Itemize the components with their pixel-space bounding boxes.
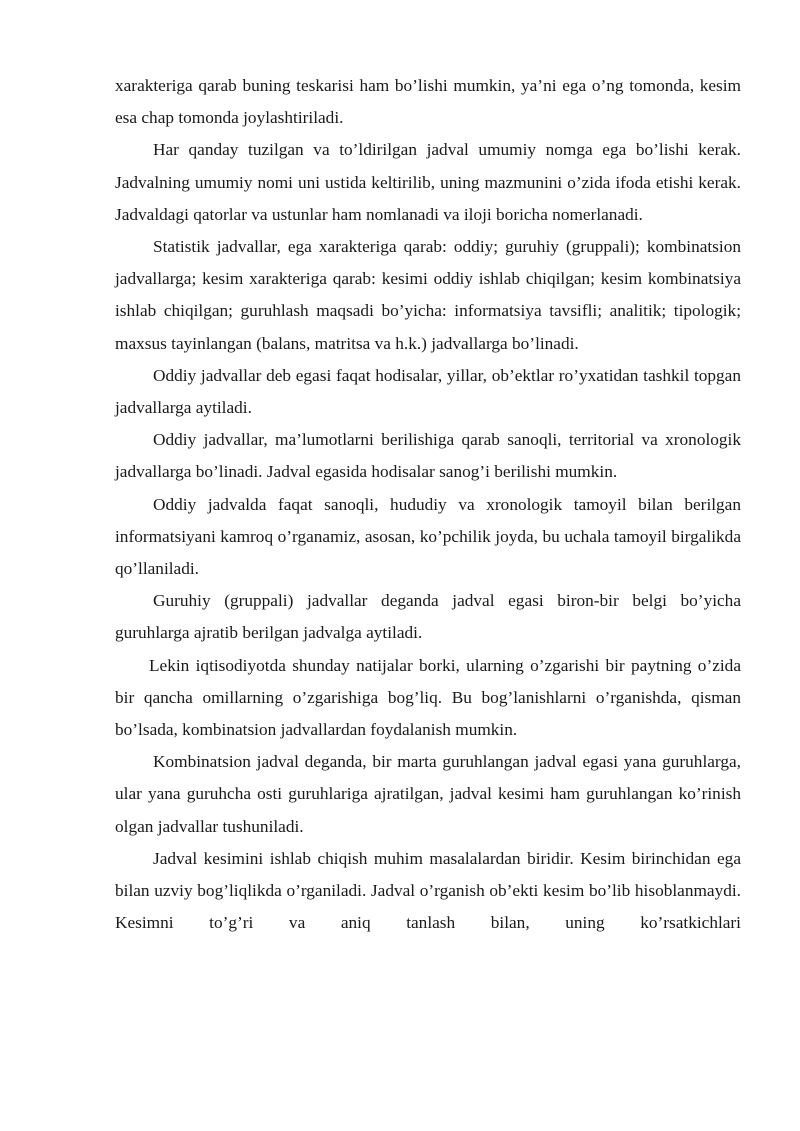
paragraph-economics-factors: Lekin iqtisodiyotda shunday natijalar borki, ularning o’zgarishi bir paytning o’zida bir qancha omillarning o’zgarishiga bog’liq. Bu bog’lanishlarni o’rganishda, qisman bo’lsada, kombinatsion jadvallardan foydalanish mumkin. [115, 655, 741, 740]
paragraph-table-predicate: Jadval kesimini ishlab chiqish muhim masalalardan biridir. Kesim birinchidan ega bilan uzviy bog’liqlikda o’rganiladi. Jadval o’rganish ob’ekti kesim bo’lib hisoblanmaydi. Kesimni to’g’ri va aniq tanlash bilan, uning ko’rsatkichlari [115, 848, 741, 933]
paragraph-simple-tables: Oddiy jadvallar deb egasi faqat hodisalar, yillar, ob’ektlar ro’yxatidan tashkil topgan jadvallarga aytiladi. [115, 365, 741, 418]
document-page [115, 70, 741, 939]
paragraph-combination-tables: Kombinatsion jadval deganda, bir marta guruhlangan jadval egasi yana guruhlarga, ular yana guruhcha osti guruhlariga ajratilgan, jadval kesimi ham guruhlangan ko’rinish olgan jadvallar tushuniladi. [115, 752, 741, 836]
paragraph-continuation: xarakteriga qarab buning teskarisi ham bo’lishi mumkin, ya’ni ega o’ng tomonda, kesim esa chap tomonda joylashtiriladi. [115, 76, 741, 128]
paragraph-table-types: Statistik jadvallar, ega xarakteriga qarab: oddiy; guruhiy (gruppali); kombinatsion jadvallarga; kesim xarakteriga qarab: kesimi oddiy ishlab chiqilgan; kesim kombinatsiya ishlab chiqilgan; guruhlash maqsadi bo’yicha: informatsiya tavsifli; analitik; tipologik; maxsus tayinlangan (balans, matritsa va h.k.) jadvallarga bo’linadi. [115, 237, 741, 353]
paragraph-simple-tables-division: Oddiy jadvallar, ma’lumotlarni berilishiga qarab sanoqli, territorial va xronologik jadvallarga bo’linadi. Jadval egasida hodisalar sanog’i berilishi mumkin. [115, 430, 741, 482]
paragraph-table-title: Har qanday tuzilgan va to’ldirilgan jadval umumiy nomga ega bo’lishi kerak. Jadvalning umumiy nomi uni ustida keltirilib, uning mazmunini o’zida ifoda etishi kerak. Jadvaldagi qatorlar va ustunlar ham nomlanadi va iloji boricha nomerlanadi. [115, 140, 741, 224]
paragraph-simple-table-principles: Oddiy jadvalda faqat sanoqli, hududiy va xronologik tamoyil bilan berilgan informatsiyani kamroq o’rganamiz, asosan, ko’pchilik joyda, bu uchala tamoyil birgalikda qo’llaniladi. [115, 494, 741, 579]
paragraph-group-tables: Guruhiy (gruppali) jadvallar deganda jadval egasi biron-bir belgi bo’yicha guruhlarga ajratib berilgan jadvalga aytiladi. [115, 591, 741, 643]
